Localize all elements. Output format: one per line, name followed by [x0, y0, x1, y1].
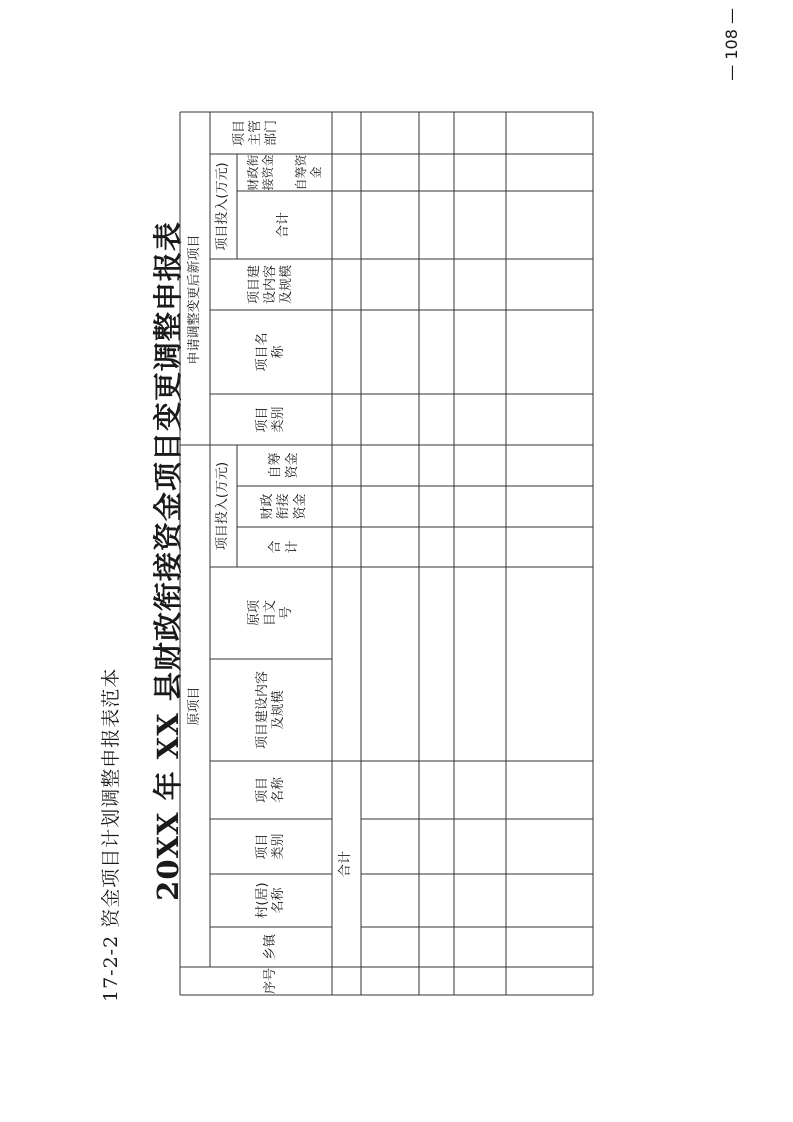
header-new-name: 项目名称 — [254, 332, 286, 372]
header-township: 乡镇 — [262, 934, 278, 961]
header-serial: 序号 — [262, 968, 278, 995]
header-original-name: 项目名称 — [254, 777, 286, 804]
header-original-docno: 原项目文号 — [246, 600, 295, 627]
page-number: — 108 — — [722, 8, 741, 81]
header-new-fiscal: 财政衔接资金 — [246, 154, 275, 191]
header-original-category: 项目类别 — [254, 833, 286, 860]
form-number-subtitle: 17-2-2 资金项目计划调整申报表范本 — [100, 667, 122, 1002]
header-original-total: 合计 — [268, 540, 300, 554]
header-new-category: 项目类别 — [254, 406, 286, 433]
header-original-investment: 项目投入(万元) — [215, 461, 231, 551]
header-new-self: 自筹资金 — [293, 154, 323, 191]
header-new-group: 申请调整变更后新项目 — [186, 234, 202, 365]
page-title: 20XX 年 XX 县财政衔接资金项目变更调整申报表 — [151, 221, 185, 901]
header-new-total: 合计 — [276, 212, 292, 239]
header-village: 村(居)名称 — [254, 882, 286, 919]
header-new-investment: 项目投入(万元) — [215, 162, 231, 251]
sum-row-label: 合计 — [338, 851, 354, 878]
header-original-self: 自筹资金 — [268, 452, 300, 479]
header-dept: 项目主管部门 — [231, 120, 280, 147]
header-original-fiscal: 财政衔接资金 — [260, 493, 308, 520]
header-original-content: 项目建设内容及规模 — [254, 671, 286, 750]
header-new-content: 项目建设内容及规模 — [246, 265, 295, 305]
header-original-group: 原项目 — [186, 686, 202, 726]
